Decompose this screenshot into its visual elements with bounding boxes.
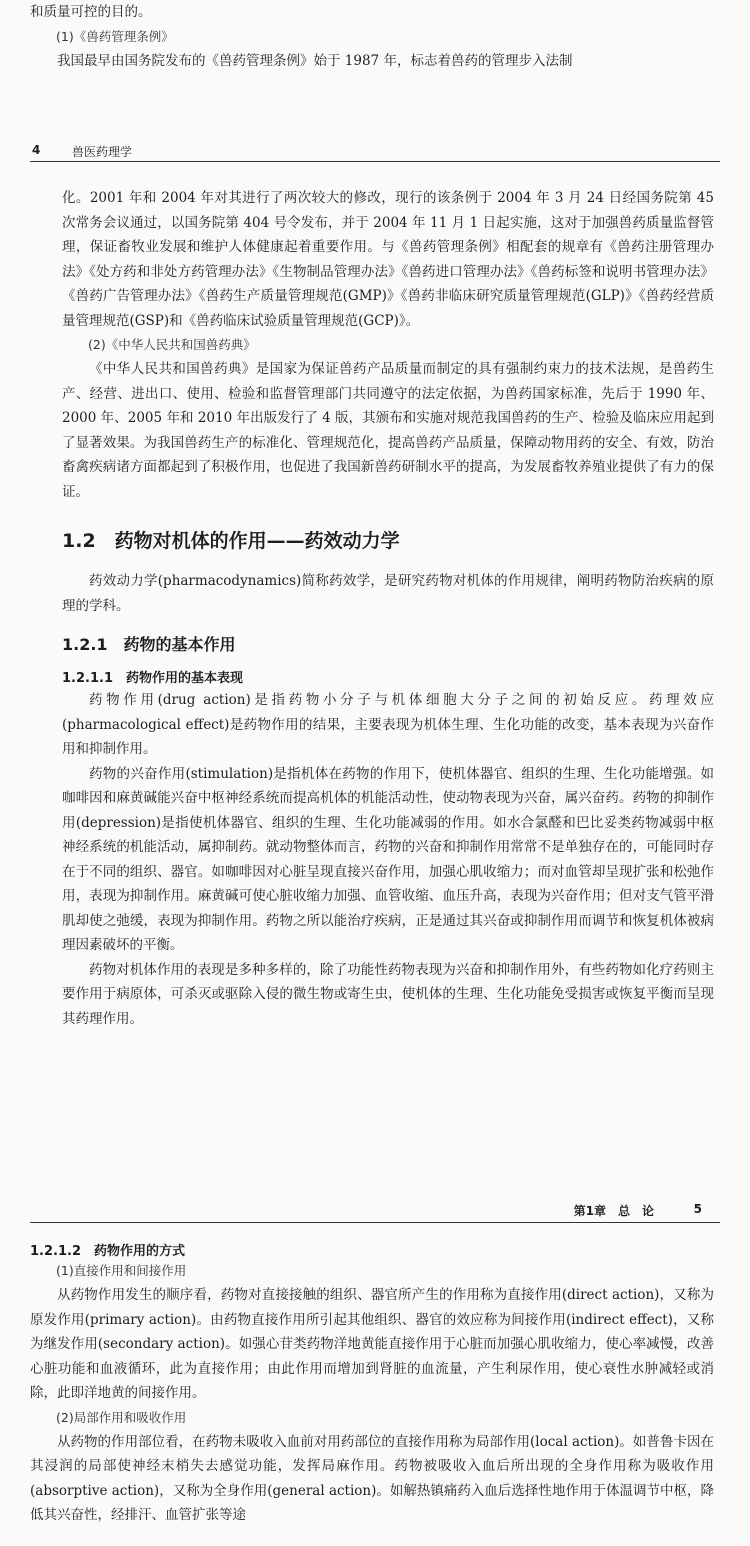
- subheading: (1)直接作用和间接作用: [56, 1263, 187, 1278]
- subsection-heading: 1.2.1 药物的基本作用: [62, 635, 236, 654]
- paragraph: 药物的兴奋作用(stimulation)是指机体在药物的作用下，使机体器官、组织的生理、生化功能增强。如咖啡因和麻黄碱能兴奋中枢神经系统而提高机体的机能活动性，使动物表现为兴奋，属兴奋药。药物的抑制作用(depression)是指使机体器官、组织的生理、生化功能减弱的作用。如水合氯醛和巴比妥类药物减弱中枢神经系统的机能活动，属抑制药。就动物整体而言，药物的兴奋和抑制作用常常不是单独存在的，可能同时存在于不同的组织、器官。如咖啡因对心脏呈现直接兴奋作用，加强心肌收缩力；而对血管却呈现扩张和松弛作用，表现为抑制作用。麻黄碱可使心脏收缩力加强、血管收缩、血压升高，表现为兴奋作用；但对支气管平滑肌却使之弛缓，表现为抑制作用。药物之所以能治疗疾病，正是通过其兴奋或抑制作用而调节和恢复机体被病理因素破坏的平衡。: [62, 765, 714, 953]
- paragraph: 《中华人民共和国兽药典》是国家为保证兽药产品质量而制定的具有强制约束力的技术法规，是兽药生产、经营、进出口、使用、检验和监督管理部门共同遵守的法定依据，为兽药国家标准，先后于 1990 年、2000 年、2005 年和 2010 年出版发行了 4 版，其颁布和实施对规范我国兽药的生产、检验及临床应用起到了显著效果。为我国兽药生产的标准化、管理规范化，提高兽药产品质量，保障动物用药的安全、有效，防治畜禽疾病诸方面都起到了积极作用，也促进了我国新兽药研制水平的提高，为发展畜牧养殖业提供了有力的保证。: [62, 361, 714, 500]
- text-line: 和质量可控的目的。: [30, 4, 152, 20]
- header-rule: [30, 161, 720, 162]
- subheading: (1)《兽药管理条例》: [56, 28, 174, 44]
- header-rule: [30, 1222, 720, 1223]
- page-number: 5: [693, 1202, 702, 1216]
- page-4-body: [0, 186, 750, 1031]
- paragraph: 从药物作用发生的顺序看，药物对直接接触的组织、器官所产生的作用称为直接作用(direct action)，又称为原发作用(primary action)。由药物直接作用所引起其他组织、器官的效应称为间接作用(indirect effect)，又称为继发作用(secondary action)。如强心苷类药物洋地黄能直接作用于心脏而加强心肌收缩力，使心率减慢，改善心脏功能和血液循环，此为直接作用；由此作用而增加到肾脏的血流量，产生利尿作用，使心衰性水肿减轻或消除，此即洋地黄的间接作用。: [30, 1287, 714, 1401]
- page-5-body: [0, 1240, 750, 1528]
- section-heading: 1.2 药物对机体的作用——药效动力学: [62, 530, 400, 552]
- paragraph: 化。2001 年和 2004 年对其进行了两次较大的修改，现行的该条例于 2004 年 3 月 24 日经国务院第 45 次常务会议通过，以国务院第 404 号令发布，并于 2004 年 11 月 1 日起实施，这对于加强兽药质量监督管理，保证畜牧业发展和维护人体健康起着重要作用。与《兽药管理条例》相配套的规章有《兽药注册管理办法》《处方药和非处方药管理办法》《生物制品管理办法》《兽药进口管理办法》《兽药标签和说明书管理办法》《兽药广告管理办法》《兽药生产质量管理规范(GMP)》《兽药非临床研究质量管理规范(GLP)》《兽药经营质量管理规范(GSP)和《兽药临床试验质量管理规范(GCP)》。: [62, 190, 714, 329]
- page-number: 4: [32, 143, 41, 157]
- paragraph: 药效动力学(pharmacodynamics)简称药效学，是研究药物对机体的作用规律，阐明药物防治疾病的原理的学科。: [62, 573, 714, 614]
- running-header-chapter: 第1章 总 论: [573, 1204, 654, 1218]
- page-fragment-top: [0, 0, 750, 73]
- running-header-title: 兽医药理学: [72, 145, 133, 159]
- paragraph: 药物对机体作用的表现是多种多样的，除了功能性药物表现为兴奋和抑制作用外，有些药物如化疗药则主要作用于病原体，可杀灭或驱除入侵的微生物或寄生虫，使机体的生理、生化功能免受损害或恢复平衡而呈现其药理作用。: [62, 961, 714, 1027]
- subsubsection-heading: 1.2.1.1 药物作用的基本表现: [62, 671, 243, 686]
- subheading: (2)《中华人民共和国兽药典》: [88, 337, 256, 352]
- paragraph: 从药物的作用部位看，在药物未吸收入血前对用药部位的直接作用称为局部作用(local action)。如普鲁卡因在其浸润的局部使神经末梢失去感觉功能，发挥局麻作用。药物被吸收入血后所出现的全身作用称为吸收作用(absorptive action)，又称为全身作用(general action)。如解热镇痛药入血后选择性地作用于体温调节中枢，降低其兴奋性，经排汗、血管扩张等途: [30, 1433, 714, 1523]
- paragraph: 我国最早由国务院发布的《兽药管理条例》始于 1987 年，标志着兽药的管理步入法制: [57, 52, 573, 69]
- subsubsection-heading: 1.2.1.2 药物作用的方式: [30, 1244, 185, 1259]
- paragraph: 药物作用(drug action)是指药物小分子与机体细胞大分子之间的初始反应。药理效应(pharmacological effect)是药物作用的结果，主要表现为机体生理、生化功能的改变，基本表现为兴奋作用和抑制作用。: [62, 692, 714, 757]
- subheading: (2)局部作用和吸收作用: [56, 1409, 187, 1425]
